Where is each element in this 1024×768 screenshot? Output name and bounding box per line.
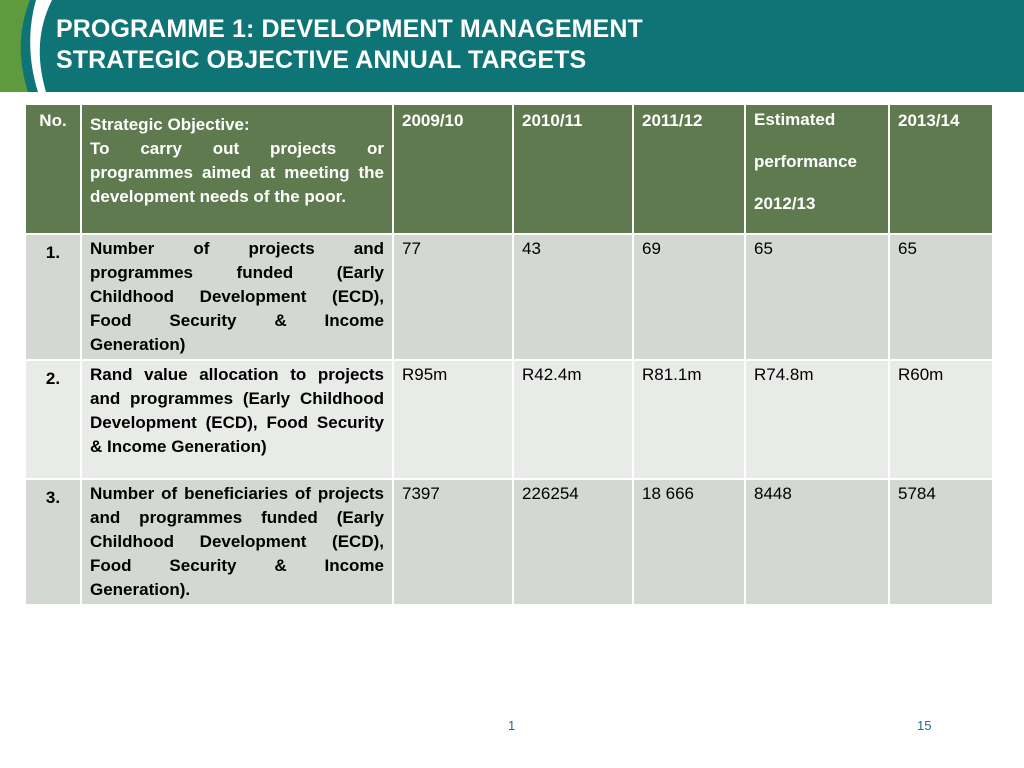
title-band [0,0,1024,92]
objective-text: To carry out projects or programmes aimed at meeting the development needs of the poor. [90,139,384,206]
annual-targets-table [24,103,994,606]
row-number: 2. [25,360,81,479]
value-2011-12: R81.1m [633,360,745,479]
title-line-1: PROGRAMME 1: DEVELOPMENT MANAGEMENT [56,15,643,43]
value-2009-10: 7397 [393,479,513,605]
header-2013-14: 2013/14 [889,104,993,234]
value-estimated-2012-13: 8448 [745,479,889,605]
header-estimated-performance [745,104,889,234]
est-line-3: 2012/13 [754,194,816,213]
header-2011-12: 2011/12 [633,104,745,234]
value-2013-14: R60m [889,360,993,479]
row-description: Number of beneficiaries of projects and programmes funded (Early Childhood Development (ECD), Food Security & Income Generation). [81,479,393,605]
value-2013-14: 65 [889,234,993,360]
value-2009-10: 77 [393,234,513,360]
table-row [25,479,993,605]
value-2010-11: 43 [513,234,633,360]
objective-label: Strategic Objective: [90,115,250,134]
header-no: No. [25,104,81,234]
table-row [25,234,993,360]
header-strategic-objective [81,104,393,234]
footer-page-number: 15 [917,718,932,733]
value-2009-10: R95m [393,360,513,479]
est-line-2: performance [754,152,857,171]
row-description: Rand value allocation to projects and programmes (Early Childhood Development (ECD), Food Security & Income Generation) [81,360,393,479]
value-2010-11: 226254 [513,479,633,605]
value-2013-14: 5784 [889,479,993,605]
value-2011-12: 18 666 [633,479,745,605]
title-line-2: STRATEGIC OBJECTIVE ANNUAL TARGETS [56,46,587,74]
row-number: 1. [25,234,81,360]
row-number: 3. [25,479,81,605]
header-2009-10: 2009/10 [393,104,513,234]
page-title [56,14,1006,76]
value-2011-12: 69 [633,234,745,360]
value-estimated-2012-13: R74.8m [745,360,889,479]
header-2010-11: 2010/11 [513,104,633,234]
table-row [25,360,993,479]
row-description: Number of projects and programmes funded (Early Childhood Development (ECD), Food Security & Income Generation) [81,234,393,360]
value-estimated-2012-13: 65 [745,234,889,360]
est-line-1: Estimated [754,110,836,129]
table-header-row [25,104,993,234]
value-2010-11: R42.4m [513,360,633,479]
footer-page-left: 1 [508,718,516,733]
